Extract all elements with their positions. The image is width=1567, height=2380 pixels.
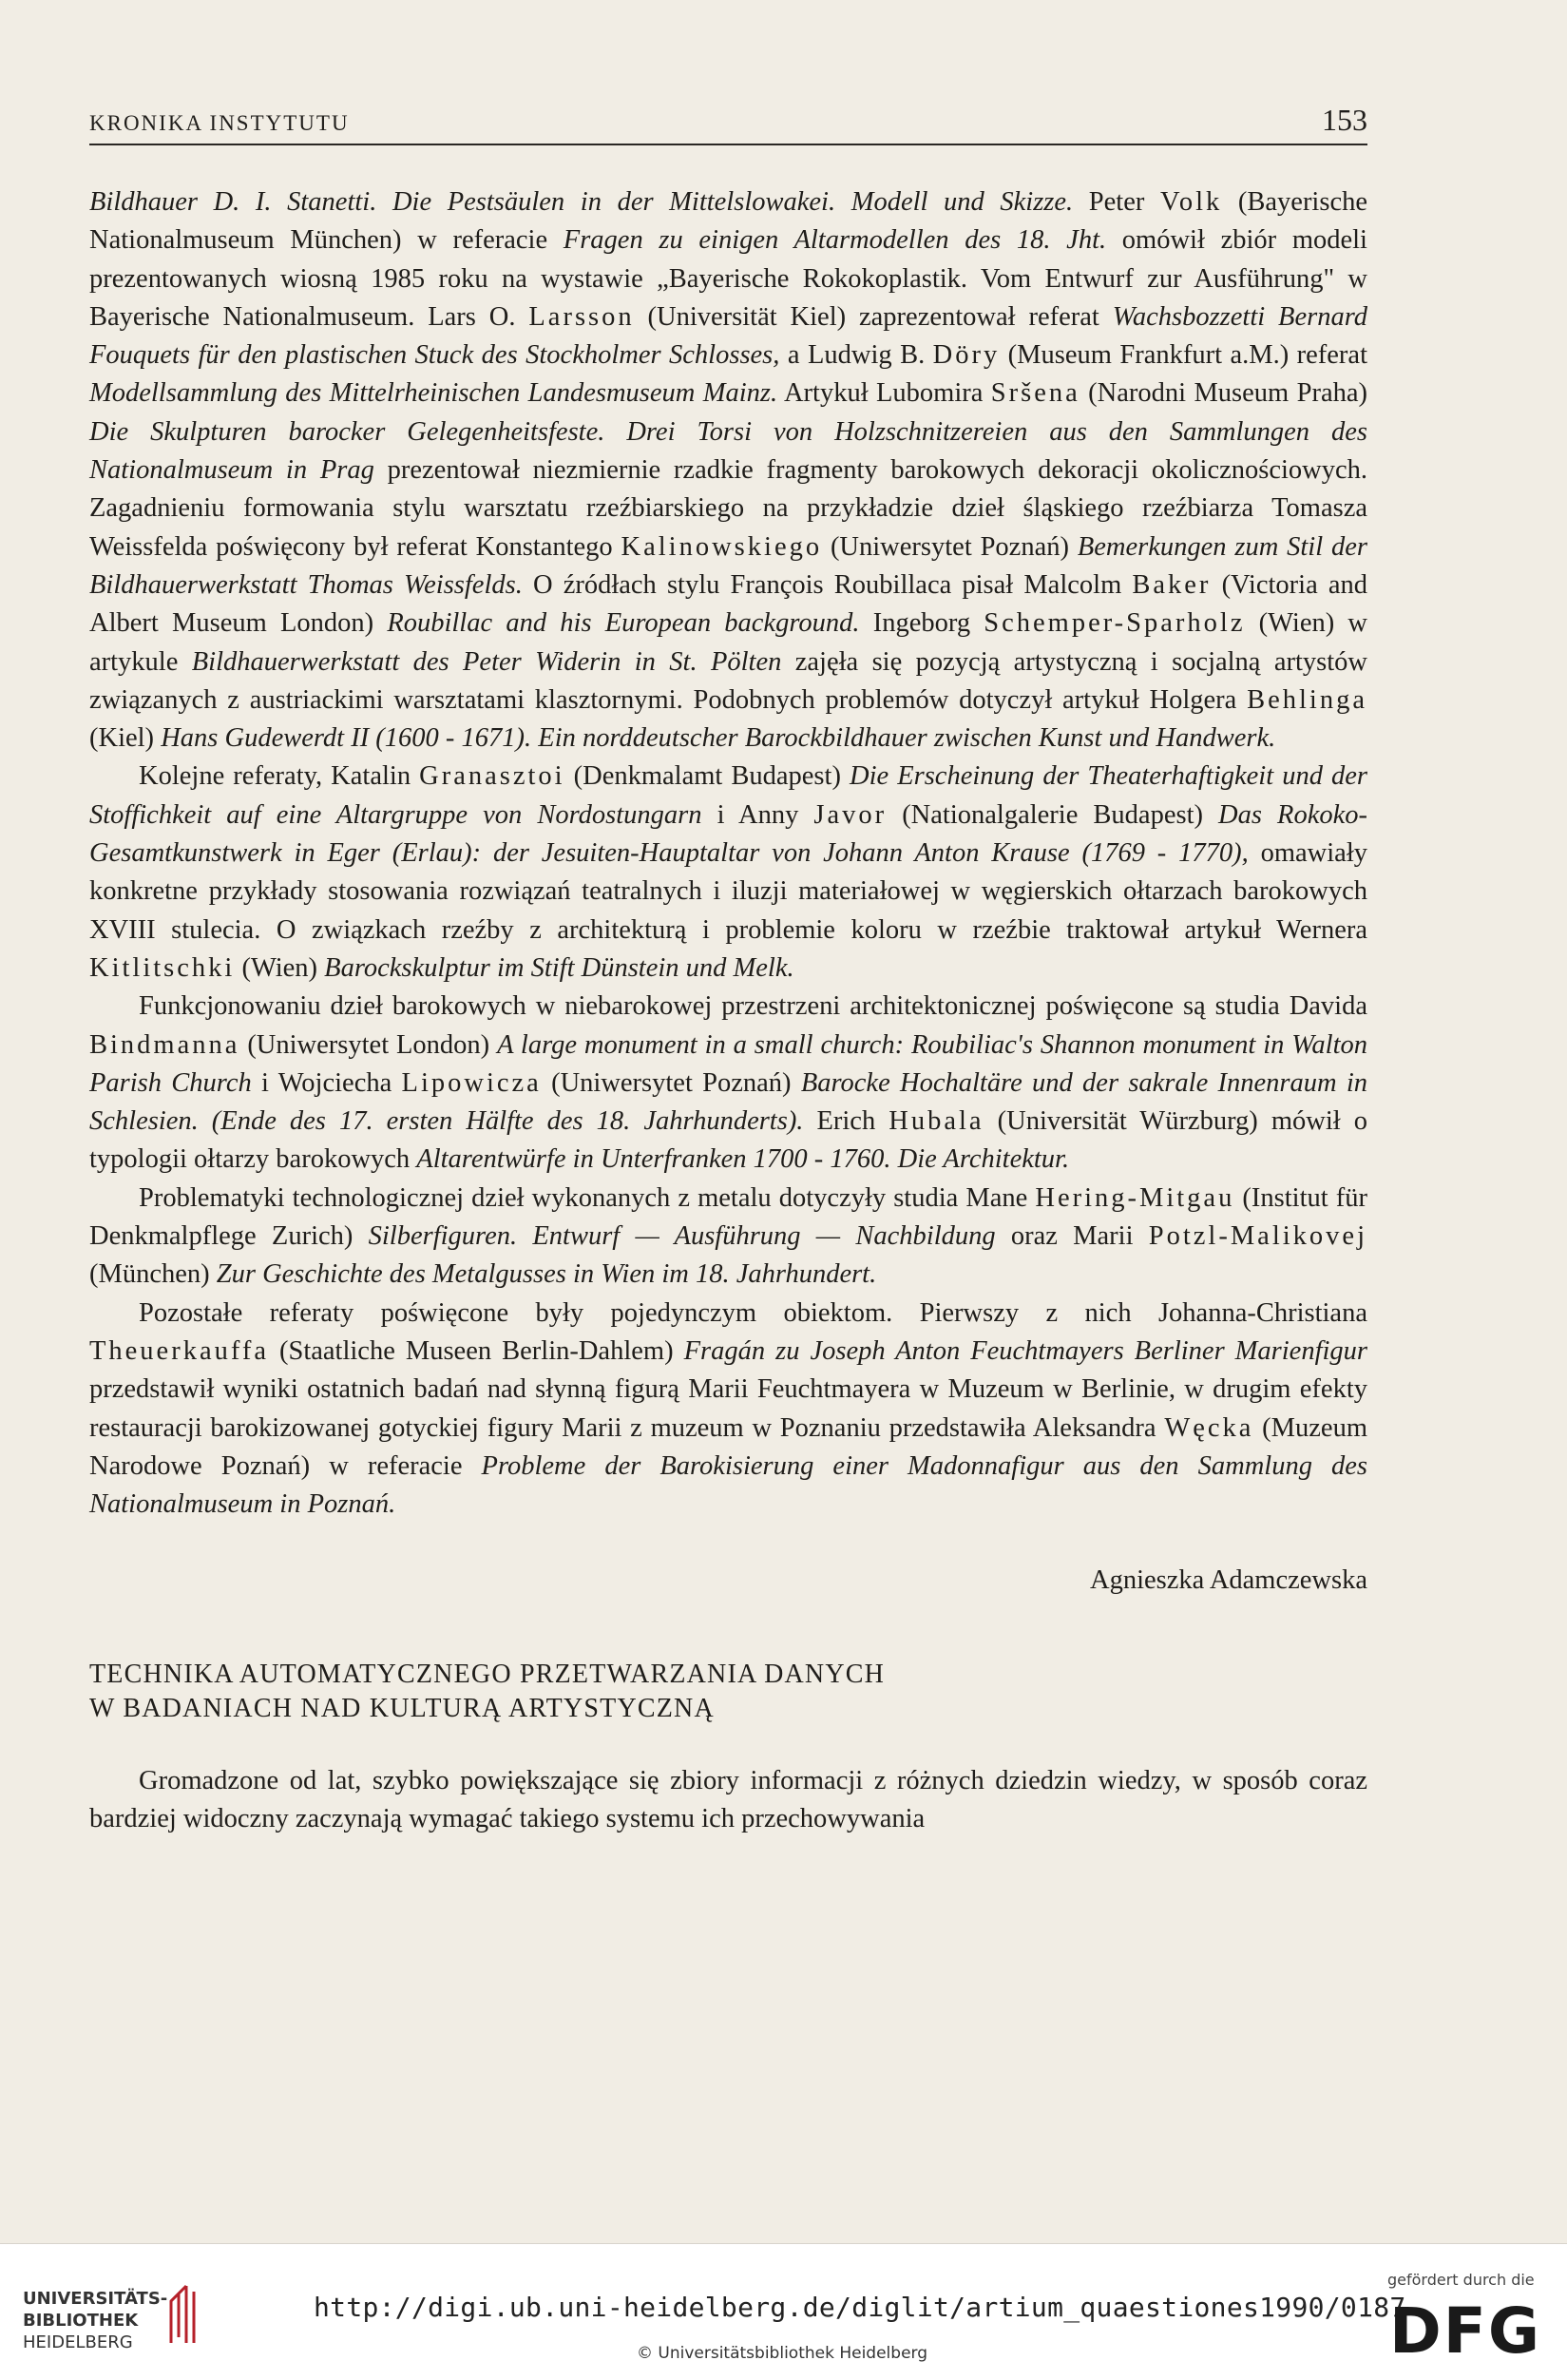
author-surname: Javor [813,799,888,830]
text-run: Peter [1073,187,1160,217]
footer-bar [0,2243,1567,2380]
author-surname: Döry [932,340,1001,371]
svg-text:DFG: DFG [1389,2294,1541,2360]
paragraph [89,758,1367,988]
source-url-link[interactable]: http://digi.ub.uni-heidelberg.de/diglit/artium_quaestiones1990/0187 [314,2292,1406,2323]
text-run: (Institut für Denkmalpflege Zurich) [89,1182,1367,1252]
section-heading [89,1658,1367,1726]
text-run: Funkcjonowaniu dzieł barokowych w niebarokowej przestrzeni architektonicznej poświęcone są studia Davida [139,991,1367,1022]
work-title: Fragen zu einigen Altarmodellen des 18. Jht. [563,225,1107,256]
work-title: Barocke Hochaltäre und der sakrale Innenraum in Schlesien. (Ende des 17. ersten Hälfte des 18. Jahrhunderts). [89,1067,1368,1137]
author-surname: Lipowicza [401,1067,542,1098]
page-header [89,100,1367,145]
text-run: Pozostałe referaty poświęcone były pojedynczym obiektom. Pierwszy z nich Johanna-Christiana [139,1297,1367,1328]
author-surname: Volk [1159,187,1223,217]
text-run: (Uniwersytet Poznań) [822,531,1078,562]
text-run: a Ludwig B. [779,340,933,371]
text-run: oraz Marii [995,1221,1149,1252]
text-run: (Nationalgalerie Budapest) [887,799,1219,830]
text-run: i Wojciecha [251,1067,402,1098]
text-run: (Staatliche Museen Berlin-Dahlem) [268,1335,684,1366]
text-run: Kolejne referaty, Katalin [139,761,420,792]
work-title: Die Skulpturen barocker Gelegenheitsfeste. Drei Torsi von Holzschnitzereien aus den Sammlungen des Nationalmuseum in Prag [89,416,1367,486]
text-run: Erich [803,1106,889,1137]
author-surname: Baker [1132,569,1212,600]
text-run: (Muzeum Narodowe Poznań) w referacie [89,1412,1367,1481]
author-surname: Behlinga [1247,684,1367,715]
text-run: (Universität Würzburg) mówił o typologii ołtarzy barokowych [89,1106,1367,1175]
work-title: Silberfiguren. Entwurf — Ausführung — Nachbildung [368,1221,996,1252]
text-run: O źródłach stylu François Roubillaca pisał Malcolm [522,569,1133,600]
author-surname: Kitlitschki [89,952,236,983]
text-run: zajęła się pozycją artystyczną i socjalną artystów związanych z austriackimi warsztatami klasztornymi. Podobnych problemów dotyczył artykuł Holgera [89,646,1367,715]
work-title: Hans Gudewerdt II (1600 - 1671). Ein norddeutscher Barockbildhauer zwischen Kunst und Handwerk. [161,723,1276,754]
work-title: Zur Geschichte des Metalgusses in Wien im 18. Jahrhundert. [216,1259,877,1290]
text-run: (Victoria and Albert Museum London) [89,569,1368,639]
text-run: (Denkmalamt Budapest) [564,761,850,792]
funded-by-label: gefördert durch die [1387,2271,1535,2289]
library-logo-icon [158,2282,201,2349]
text-run: (Uniwersytet Poznań) [541,1067,801,1098]
author-surname: Hering-Mitgau [1035,1182,1235,1213]
text-run: (München) [89,1259,217,1290]
work-title: Bildhauer D. I. Stanetti. Die Pestsäulen in der Mittelslowakei. Modell und Skizze. [89,187,1074,217]
text-run: (Museum Frankfurt a.M.) referat [1000,340,1367,371]
author-surname: Potzl-Malikovej [1148,1221,1367,1252]
text-run: omówił zbiór modeli prezentowanych wiosną 1985 roku na wystawie „Bayerische Rokokoplastik. Vom Entwurf zur Ausführung" w Bayerische Nationalmuseum. Lars O. [89,225,1367,332]
text-run: przedstawił wyniki ostatnich badań nad słynną figurą Marii Feuchtmayera w Muzeum w Berlinie, w drugim efekty restauracji barokizowanej gotyckiej figury Marii z muzeum w Poznaniu przedstawiła Aleksandra [89,1374,1367,1443]
work-title: Die Erscheinung der Theaterhaftigkeit und der Stoffichkeit auf eine Altargruppe von Nordostungarn [89,761,1367,830]
work-title: Fragán zu Joseph Anton Feuchtmayers Berliner Marienfigur [683,1335,1368,1366]
author-surname: Larsson [528,301,635,332]
work-title: Barockskulptur im Stift Dünstein und Melk. [324,952,794,983]
text-run: (Uniwersytet London) [239,1029,498,1060]
library-line-3: HEIDELBERG [23,2332,133,2352]
paragraph [89,1295,1367,1525]
author-surname: Theuerkauffa [89,1335,269,1366]
text-run: (Wien) [235,952,325,983]
text-run: omawiały konkretne przykłady stosowania rozwiązań teatralnych i iluzji materiałowej w węgierskich ołtarzach barokowych XVIII stulecia. O związkach rzeźby z architekturą i problemie koloru w rzeźbie traktował artykuł Wernera [89,838,1367,945]
text-run: (Bayerische Nationalmuseum München) w referacie [89,187,1367,256]
work-title: Altarentwürfe in Unterfranken 1700 - 1760. Die Architektur. [416,1144,1070,1175]
work-title: Roubillac and his European background. [387,608,860,639]
page-number: 153 [1322,103,1367,137]
work-title: Modellsammlung des Mittelrheinischen Landesmuseum Mainz. [89,378,778,409]
dfg-logo-icon [1389,2294,1541,2360]
text-run: (Wien) w artykule [89,608,1368,677]
library-line-1: UNIVERSITÄTS- [23,2289,168,2309]
text-run: Artykuł Lubomira [777,378,991,409]
paragraph [89,988,1367,1179]
author-surname: Bindmanna [89,1029,240,1060]
work-title: Bildhauerwerkstatt des Peter Widerin in St. Pölten [191,646,782,677]
work-title: Bemerkungen zum Stil der Bildhauerwerkstatt Thomas Weissfelds. [89,531,1367,600]
paragraph-list [89,183,1367,1524]
final-paragraph: Gromadzone od lat, szybko powiększające się zbiory informacji z różnych dziedzin wiedzy, w sposób coraz bardziej widoczny zaczynają wymagać takiego systemu ich przechowywania [89,1765,1367,1833]
article-body [89,183,1367,1838]
library-name [23,2288,167,2353]
work-title: Probleme der Barokisierung einer Madonnafigur aus den Sammlung des Nationalmuseum in Poznań. [89,1450,1367,1520]
work-title: Das Rokoko-Gesamtkunstwerk in Eger (Erlau): der Jesuiten-Hauptaltar von Johann Anton Krause (1769 - 1770), [89,799,1367,869]
author-surname: Hubala [889,1106,984,1137]
text-run: i Anny [701,799,814,830]
author-signature: Agnieszka Adamczewska [1089,1565,1367,1596]
text-run: (Kiel) [89,723,162,754]
author-surname: Kalinowskiego [621,531,823,562]
text-run: Problematyki technologicznej dzieł wykonanych z metalu dotyczyły studia Mane [139,1182,1036,1213]
section-heading-line-1: TECHNIKA AUTOMATYCZNEGO PRZETWARZANIA DANYCH [89,1659,886,1689]
text-run: prezentował niezmiernie rzadkie fragmenty barokowych dekoracji okolicznościowych. Zagadnieniu formowania stylu warsztatu rzeźbiarskiego na przykładzie dzieł śląskiego rzeźbiarza Tomasza Weissfelda poświęcony był referat Konstantego [89,455,1368,562]
paragraph [89,183,1367,758]
author-surname: Sršena [990,378,1080,409]
work-title: A large monument in a small church: Roubiliac's Shannon monument in Walton Parish Church [89,1029,1367,1098]
copyright-text: © Universitätsbibliothek Heidelberg [637,2344,928,2363]
author-surname: Węcka [1164,1412,1254,1443]
author-surname: Schemper-Sparholz [984,608,1246,639]
library-line-2: BIBLIOTHEK [23,2311,139,2331]
work-title: Wachsbozzetti Bernard Fouquets für den plastischen Stuck des Stockholmer Schlosses, [89,301,1367,371]
author-surname: Granasztoi [419,761,565,792]
paragraph [89,1180,1367,1295]
text-run: Ingeborg [859,608,984,639]
text-run: (Narodni Museum Praha) [1080,378,1367,409]
running-head: KRONIKA INSTYTUTU [89,111,350,135]
section-heading-line-2: W BADANIACH NAD KULTURĄ ARTYSTYCZNĄ [89,1693,715,1723]
text-run: (Universität Kiel) zaprezentował referat [634,301,1113,332]
